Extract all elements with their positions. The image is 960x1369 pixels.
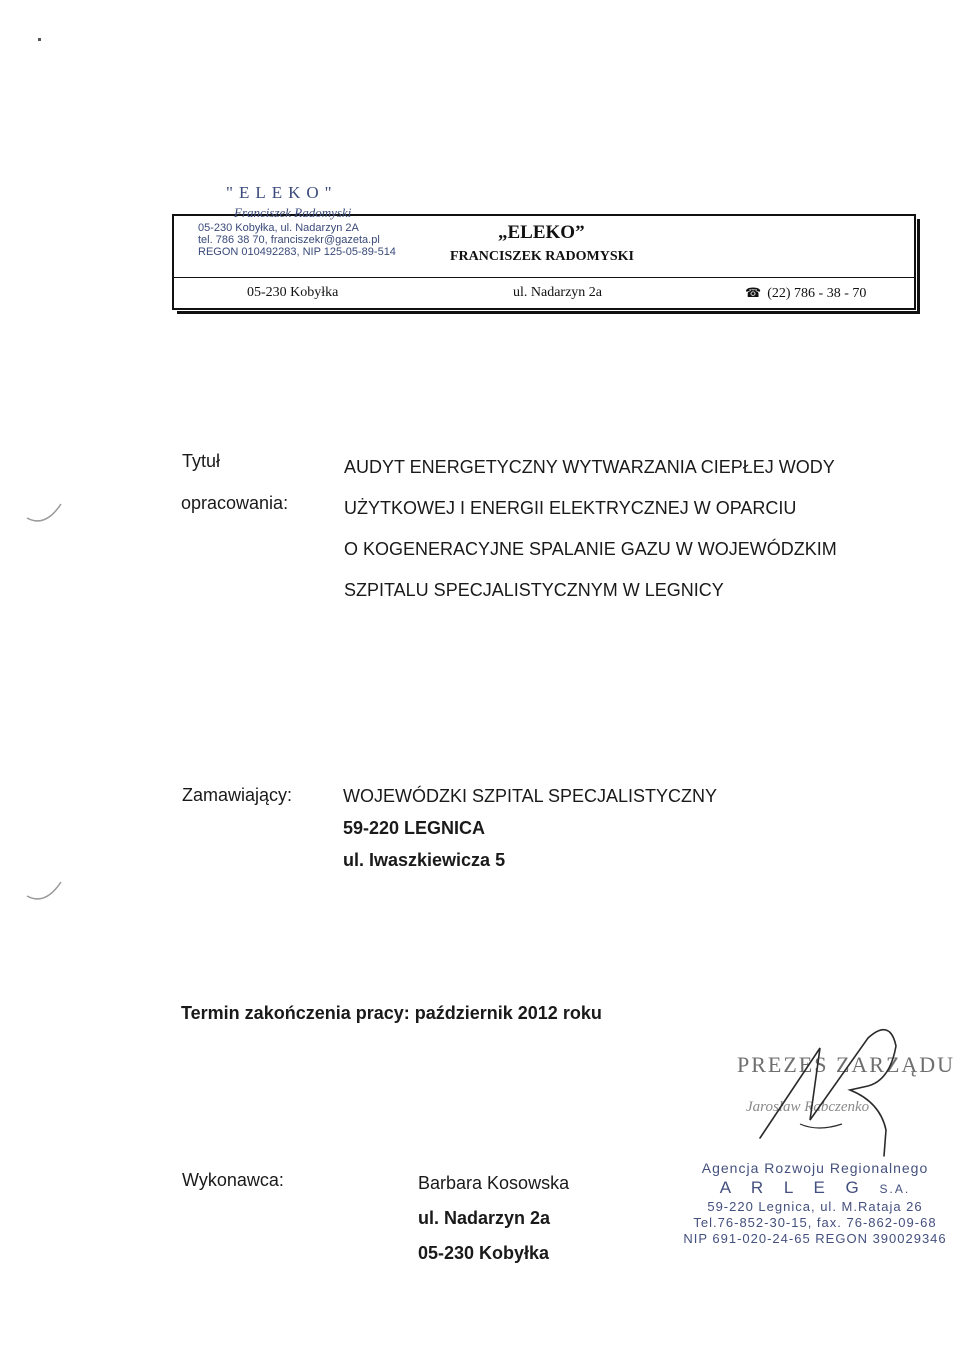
scan-dot (38, 38, 41, 41)
executor-line: ul. Nadarzyn 2a (418, 1208, 551, 1228)
seal-title: PREZES ZARZĄDU (737, 1052, 956, 1077)
agency-name: A R L E G (719, 1178, 867, 1197)
title-label-continued: opracowania: (181, 493, 289, 513)
agency-stamp (676, 1160, 954, 1246)
scan-mark (25, 500, 65, 530)
executor-details (418, 1166, 569, 1271)
title-label: Tytuł (182, 451, 221, 471)
company-owner: FRANCISZEK RADOMYSKI (450, 249, 634, 264)
handwritten-signature (750, 1020, 920, 1160)
client-details (343, 780, 717, 876)
letterhead-divider (172, 277, 916, 278)
seal-name: Jarosław Rabczenko (746, 1099, 870, 1115)
client-line: 59-220 LEGNICA (343, 818, 486, 838)
client-line: ul. Iwaszkiewicza 5 (343, 850, 506, 870)
agency-phone: Tel.76-852-30-15, fax. 76-862-09-68 (693, 1215, 937, 1230)
phone-number: (22) 786 - 38 - 70 (767, 286, 867, 301)
title-line: UŻYTKOWEJ I ENERGII ELEKTRYCZNEJ W OPARCIU (344, 498, 797, 518)
executor-label: Wykonawca: (182, 1170, 284, 1190)
letterhead-phone (745, 285, 866, 302)
agency-name-row (676, 1178, 954, 1198)
stamp-line: 05-230 Kobyłka, ul. Nadarzyn 2A (198, 222, 359, 234)
agency-suffix: S.A. (879, 1182, 911, 1196)
executor-line: 05-230 Kobyłka (418, 1243, 550, 1263)
phone-icon: ☎ (745, 285, 762, 300)
scan-mark (25, 878, 65, 908)
agency-line: Agencja Rozwoju Regionalnego (701, 1160, 929, 1176)
stamp-address-block (198, 222, 396, 258)
agency-ids: NIP 691-020-24-65 REGON 390029346 (683, 1231, 947, 1246)
client-label: Zamawiający: (182, 785, 293, 805)
letterhead-street: ul. Nadarzyn 2a (513, 285, 603, 300)
client-line: WOJEWÓDZKI SZPITAL SPECJALISTYCZNY (343, 786, 718, 806)
title-line: SZPITALU SPECJALISTYCZNYM W LEGNICY (344, 580, 724, 600)
letterhead-city: 05-230 Kobyłka (247, 285, 339, 300)
executor-line: Barbara Kosowska (418, 1173, 570, 1193)
title-line: O KOGENERACYJNE SPALANIE GAZU W WOJEWÓDZKIM (344, 539, 837, 559)
stamp-line: tel. 786 38 70, franciszekr@gazeta.pl (198, 234, 380, 246)
stamp-owner: Franciszek Radomyski (234, 205, 352, 220)
title-line: AUDYT ENERGETYCZNY WYTWARZANIA CIEPŁEJ WODY (344, 457, 835, 477)
company-name: „ELEKO” (498, 222, 585, 243)
document-title (344, 447, 904, 611)
agency-address: 59-220 Legnica, ul. M.Rataja 26 (707, 1199, 923, 1214)
stamp-title: "ELEKO" (226, 183, 338, 202)
completion-deadline: Termin zakończenia pracy: październik 2012 roku (181, 1003, 602, 1023)
stamp-line: REGON 010492283, NIP 125-05-89-514 (198, 246, 396, 258)
